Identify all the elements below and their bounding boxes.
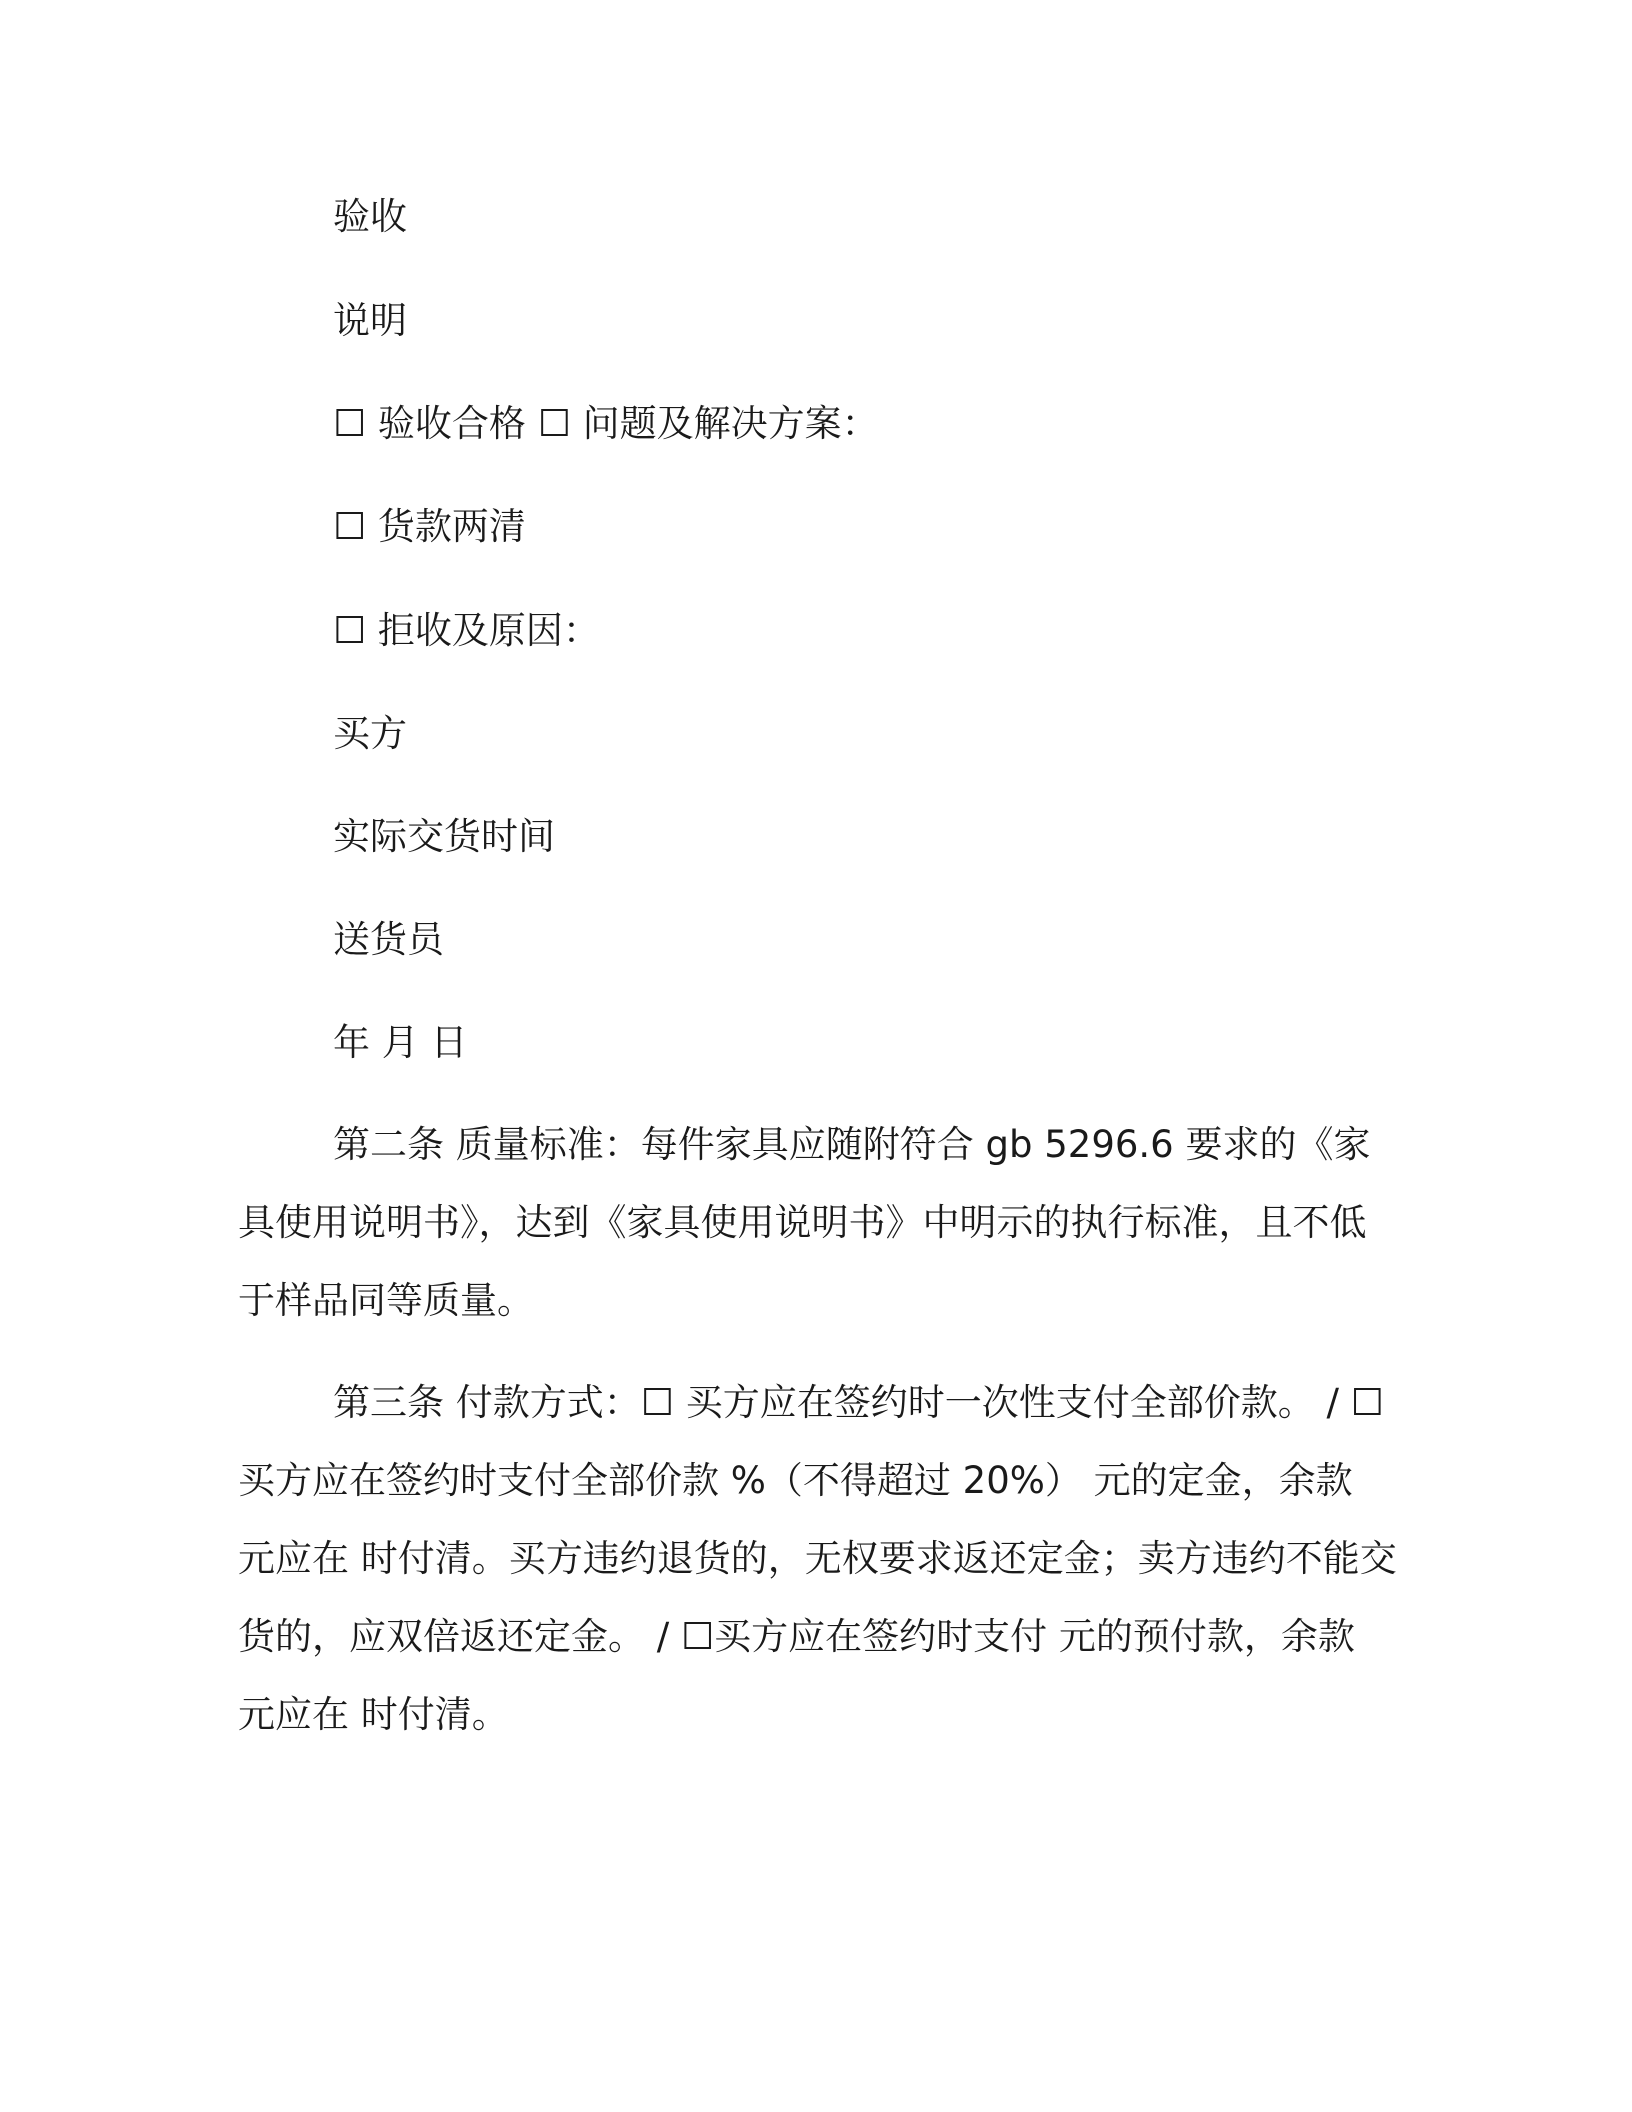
acceptance-heading: 验收 — [333, 195, 407, 238]
reject-option: ☐ 拒收及原因： — [333, 609, 600, 652]
actual-delivery-time-label: 实际交货时间 — [333, 815, 555, 858]
delivery-person-label: 送货员 — [333, 918, 444, 961]
clause-payment-method: 第三条 付款方式：☐ 买方应在签约时一次性支付全部价款。 / ☐ 买方应在签约时支付全部价款 %（不得超过 20%） 元的定金，余款 元应在 时付清。买方违约退货的，无权要求返还定金；卖方违约不能交货的，应双倍返还定金。 / ☐买方应在签约时支付 元的预付款，余款 元应在 时付清。 — [238, 1381, 1397, 1736]
buyer-label: 买方 — [333, 712, 407, 755]
explain-label: 说明 — [333, 299, 407, 342]
acceptance-options-line: ☐ 验收合格 ☐ 问题及解决方案： — [333, 402, 879, 445]
clause-quality-standard: 第二条 质量标准：每件家具应随附符合 gb 5296.6 要求的《家具使用说明书》，达到《家具使用说明书》中明示的执行标准，且不低于样品同等质量。 — [238, 1123, 1371, 1322]
payment-cleared-option: ☐ 货款两清 — [333, 505, 526, 548]
date-label: 年 月 日 — [333, 1021, 468, 1064]
